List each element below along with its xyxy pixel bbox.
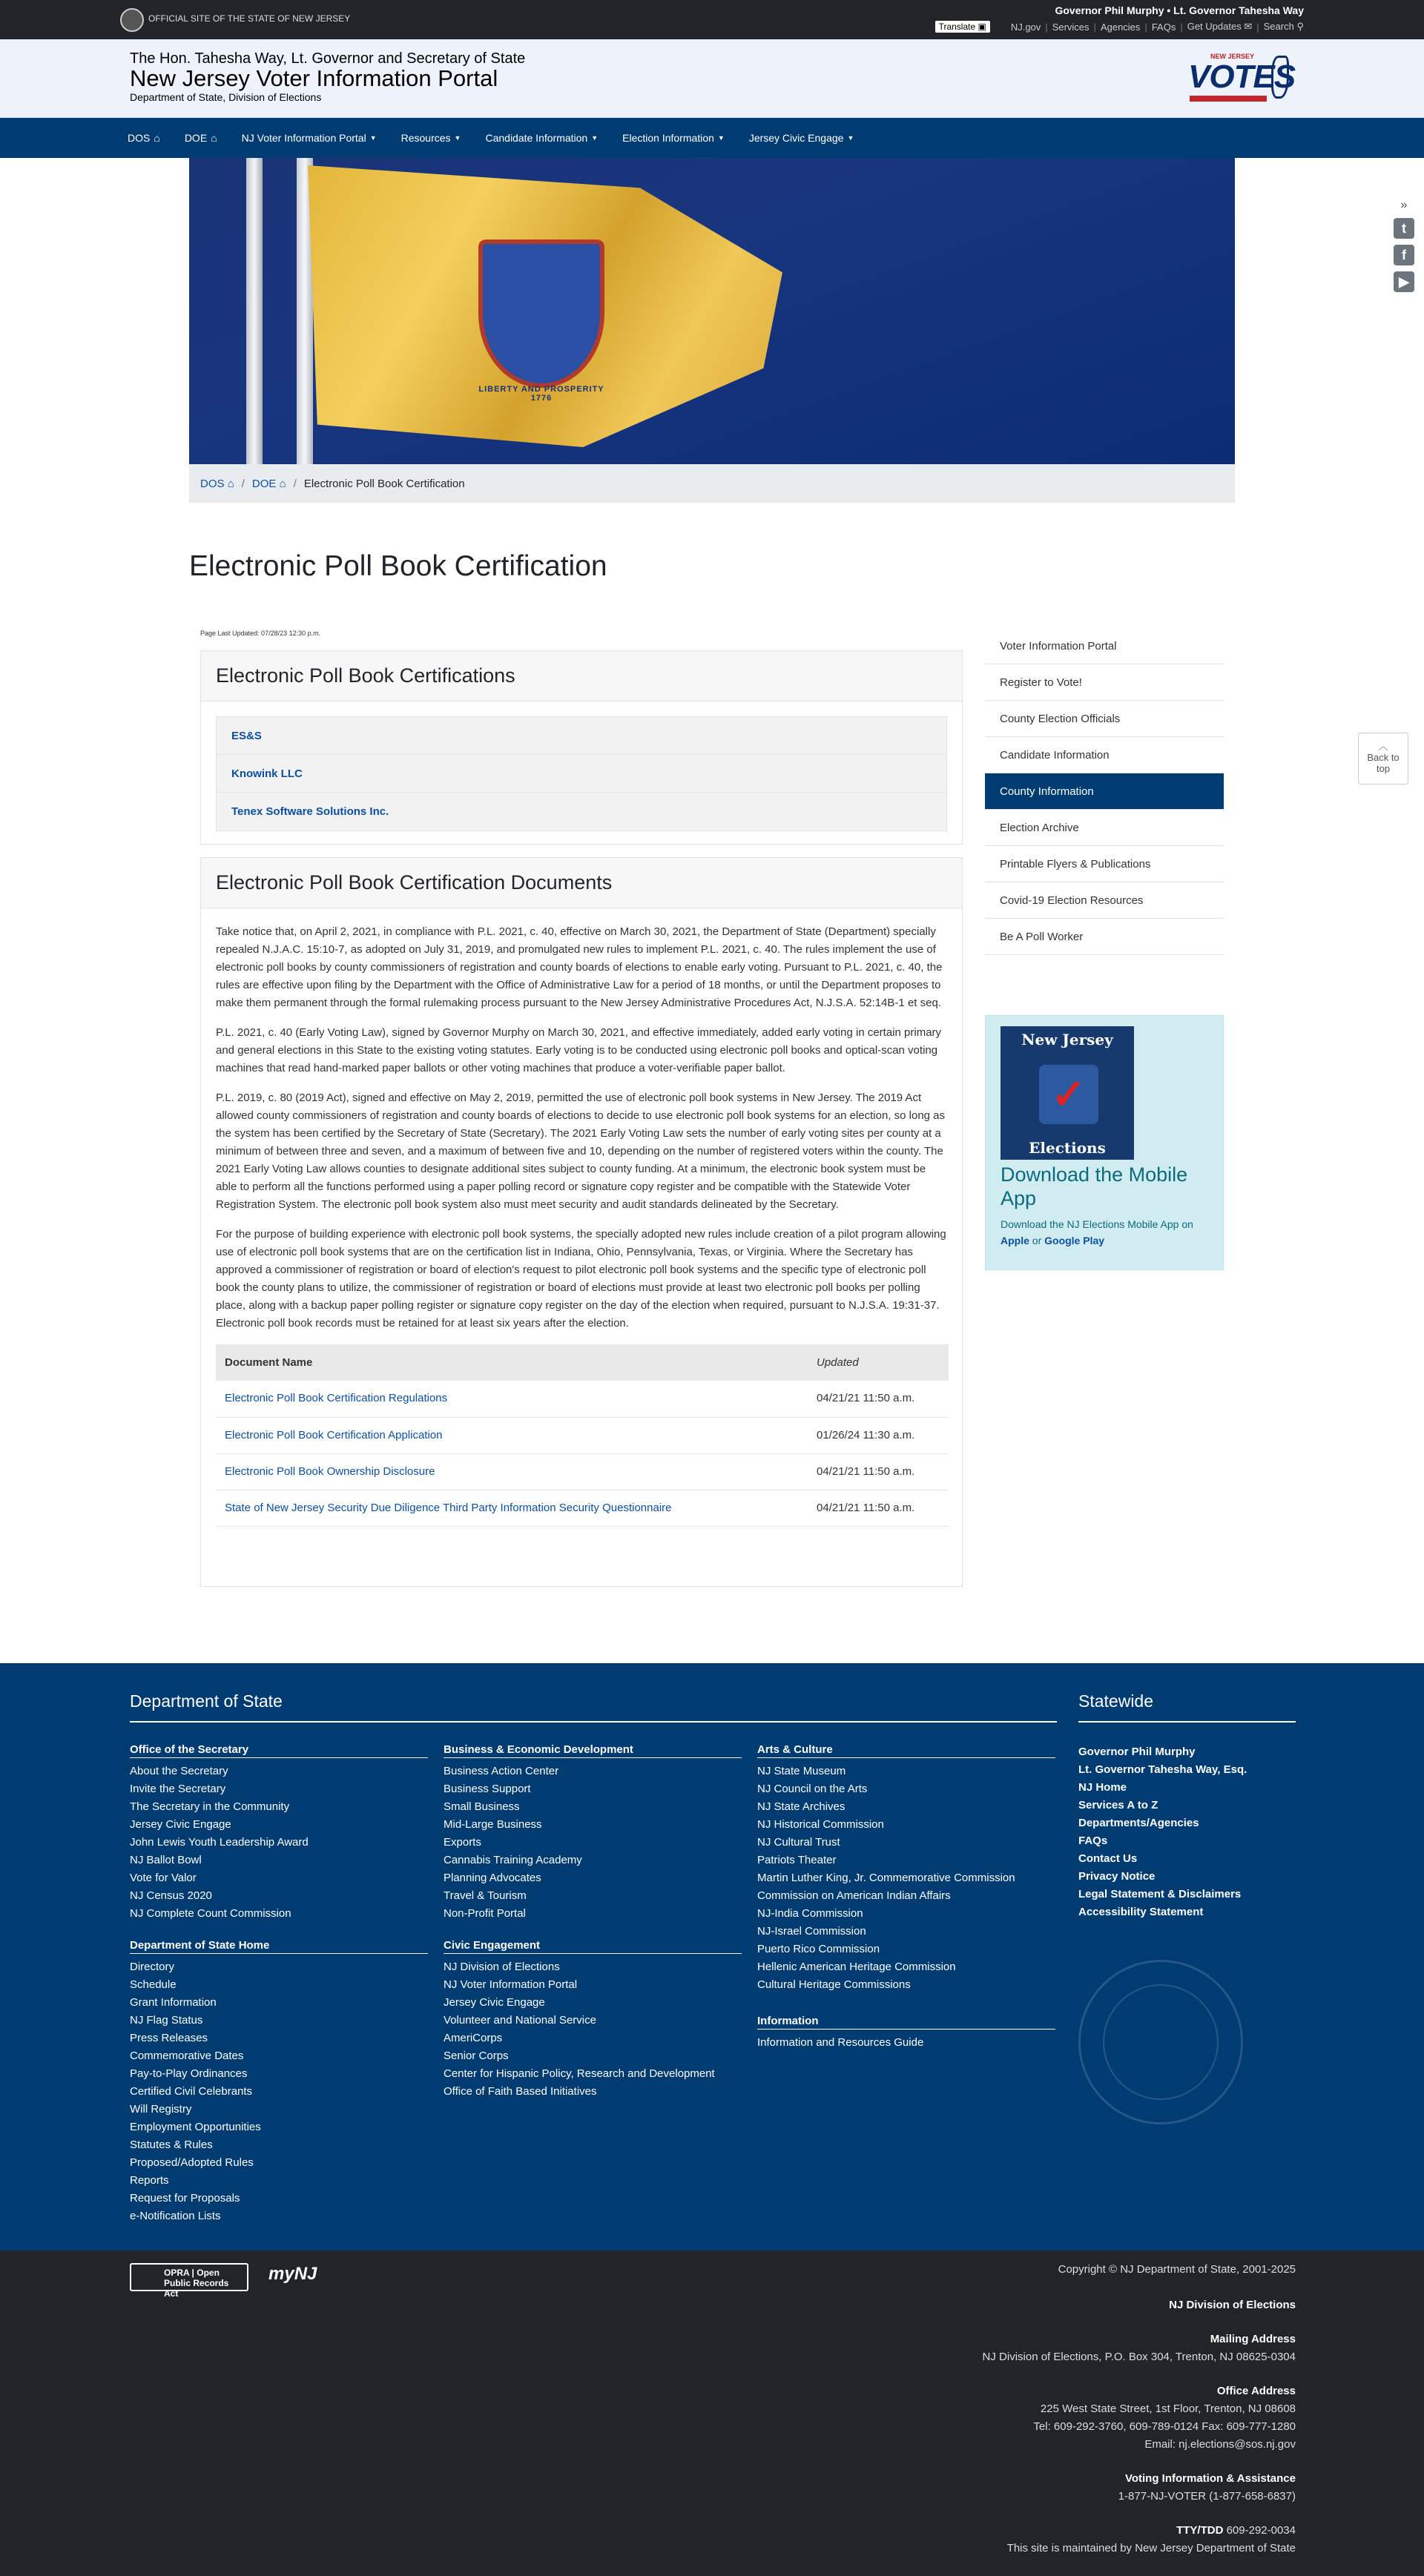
nj-votes-logo[interactable]: NEW JERSEY VOTES bbox=[1188, 48, 1290, 108]
footer-link[interactable]: Martin Luther King, Jr. Commemorative Commission bbox=[757, 1872, 1015, 1884]
footer-link[interactable]: John Lewis Youth Leadership Award bbox=[130, 1836, 309, 1849]
footer-link[interactable]: NJ Cultural Trust bbox=[757, 1836, 840, 1849]
nav-doe[interactable]: DOE ⌂ bbox=[184, 132, 217, 144]
document-link[interactable]: Electronic Poll Book Certification Regulations bbox=[225, 1392, 448, 1405]
page-updated: Page Last Updated: 07/28/23 12:30 p.m. bbox=[200, 630, 321, 637]
back-to-top-button[interactable]: ︿ Back to top bbox=[1358, 733, 1408, 785]
footer-link[interactable]: Business Action Center bbox=[444, 1765, 559, 1777]
footer-link[interactable]: Vote for Valor bbox=[130, 1872, 197, 1884]
sidebar-item-register[interactable]: Register to Vote! bbox=[985, 664, 1224, 701]
footer-links bbox=[130, 1958, 428, 2225]
sidebar-item-county-info[interactable]: County Information bbox=[985, 773, 1224, 810]
footer-link[interactable]: Schedule bbox=[130, 1978, 177, 1991]
office-label: Office Address bbox=[1216, 2385, 1296, 2397]
caret-down-icon: ▼ bbox=[847, 134, 854, 142]
home-icon: ⌂ bbox=[227, 477, 234, 490]
footer-link[interactable]: NJ Council on the Arts bbox=[757, 1783, 868, 1795]
caret-down-icon: ▼ bbox=[369, 134, 377, 142]
breadcrumb-current: Electronic Poll Book Certification bbox=[303, 477, 465, 490]
nav-civic-engage[interactable]: Jersey Civic Engage ▼ bbox=[748, 132, 854, 144]
footer-link[interactable]: Office of Faith Based Initiatives bbox=[444, 2085, 597, 2098]
home-icon: ⌂ bbox=[279, 477, 286, 490]
footer-link[interactable]: e-Notification Lists bbox=[130, 2210, 221, 2222]
sidebar-item-flyers[interactable]: Printable Flyers & Publications bbox=[985, 846, 1224, 882]
search-icon: ⚲ bbox=[1296, 21, 1304, 32]
footer-link[interactable]: NJ Voter Information Portal bbox=[444, 1978, 578, 1991]
main-nav bbox=[0, 118, 1424, 158]
twitter-icon[interactable]: t bbox=[1394, 218, 1414, 239]
footer-links bbox=[757, 1763, 1055, 1994]
header-portal-title[interactable]: New Jersey Voter Information Portal bbox=[130, 65, 498, 91]
mobile-app-desc: Download the NJ Elections Mobile App on Apple or Google Play bbox=[1001, 1218, 1193, 1246]
assistance-phone: 1-877-NJ-VOTER (1-877-658-6837) bbox=[1118, 2490, 1296, 2503]
notice-paragraph: P.L. 2019, c. 80 (2019 Act), signed and effective on May 2, 2019, permitted the use of electronic poll book systems in New Jersey. The 2019 Act allowed county commissioners of registration and county boards of elections to decide to use electronic poll book systems for an election, so long as the system has been certified by the Secretary of State (Secretary). The 2021 Early Voting Law sets the number of early voting sites per county at a minimum of between three and seven, and a maximum of between five and 10, depending on the number of registered voters within the county. The 2021 Early Voting Law allows counties to designate additional sites subject to county funding. At a minimum, the electronic book system must be able to perform all the functions performed using a paper polling record or signature copy register and be compatible with the Statewide Voter Registration System. The electronic poll book system also must meet security and audit standards delineated by the Secretary. bbox=[216, 1092, 946, 1211]
table-row bbox=[216, 1381, 949, 1417]
footer-link[interactable]: Directory bbox=[130, 1961, 175, 1973]
footer-link[interactable]: About the Secretary bbox=[130, 1765, 228, 1777]
sidebar-item-candidate-info[interactable]: Candidate Information bbox=[985, 737, 1224, 773]
caret-down-icon: ▼ bbox=[717, 134, 725, 142]
notice-paragraph: P.L. 2021, c. 40 (Early Voting Law), signed by Governor Murphy on March 30, 2021, and effective immediately, added early voting in certain primary and general elections in this State to the existing voting statutes. Early voting is to be conducted using electronic poll books and optical-scan voting machines that read hand-marked paper ballots or other voting machines that produce a voter-verifiable paper ballot. bbox=[216, 1026, 942, 1074]
footer-link[interactable]: Accessibility Statement bbox=[1078, 1906, 1204, 1918]
footer-link[interactable]: Small Business bbox=[444, 1800, 520, 1813]
bottom-bar bbox=[0, 2250, 1424, 2576]
footer-link[interactable]: Certified Civil Celebrants bbox=[130, 2085, 253, 2098]
nav-resources[interactable]: Resources ▼ bbox=[400, 132, 461, 144]
nav-election-info[interactable]: Election Information ▼ bbox=[622, 132, 725, 144]
mailing-label: Mailing Address bbox=[1210, 2333, 1296, 2345]
footer-link[interactable]: Jersey Civic Engage bbox=[130, 1818, 231, 1831]
top-link-agencies[interactable]: Agencies bbox=[1100, 21, 1141, 33]
sidebar-item-voter-portal[interactable]: Voter Information Portal bbox=[985, 628, 1224, 664]
flag-motto: LIBERTY AND PROSPERITY 1776 bbox=[478, 385, 604, 403]
footer-link[interactable]: The Secretary in the Community bbox=[130, 1800, 290, 1813]
footer-link[interactable]: Jersey Civic Engage bbox=[444, 1996, 545, 2009]
tty-number: 609-292-0034 bbox=[1226, 2524, 1296, 2537]
footer-links bbox=[444, 1763, 742, 1923]
coat-of-arms-icon bbox=[478, 240, 604, 388]
footer-links bbox=[444, 1958, 742, 2101]
division-name: NJ Division of Elections bbox=[1169, 2299, 1296, 2311]
sidebar-item-election-archive[interactable]: Election Archive bbox=[985, 810, 1224, 846]
footer bbox=[0, 1663, 1424, 2250]
governor-label: Governor Phil Murphy • Lt. Governor Tahesha Way bbox=[1055, 4, 1304, 16]
top-link-updates[interactable]: Get Updates ✉ bbox=[1187, 21, 1253, 32]
notice-paragraph: For the purpose of building experience with electronic poll book systems, the specially adopted new rules include creation of a pilot program allowing use of electronic poll book systems that are on the certification list in Indiana, Ohio, Pennsylvania, Texas, or Virginia. Where the Secretary has approved a commissioner of registration or board of election's request to pilot electronic poll book systems and the specific type of electronic poll book the county plans to utilize, the commissioner of registration or board of elections must provide at least two electronic poll books per polling place, along with a backup paper polling register or signature copy register on the day of the election when required, pursuant to N.J.S.A. 19:31-37. Electronic poll book records must be retained for at least six years after the election. bbox=[216, 1228, 946, 1330]
footer-statewide-title: Statewide bbox=[1078, 1691, 1154, 1711]
table-row bbox=[216, 1453, 949, 1490]
footer-link[interactable]: Volunteer and National Service bbox=[444, 2014, 596, 2027]
state-seal-icon bbox=[1078, 1960, 1243, 2124]
footer-link[interactable]: FAQs bbox=[1078, 1834, 1108, 1847]
documents-card bbox=[200, 857, 963, 1587]
nj-seal-icon bbox=[120, 8, 144, 32]
site-header bbox=[0, 39, 1424, 118]
mobile-app-promo bbox=[985, 1015, 1224, 1270]
footer-link[interactable]: Commission on American Indian Affairs bbox=[757, 1889, 951, 1902]
top-link-search[interactable]: Search ⚲ bbox=[1263, 21, 1304, 32]
footer-link[interactable]: Privacy Notice bbox=[1078, 1870, 1156, 1883]
certifications-title: Electronic Poll Book Certifications bbox=[201, 651, 962, 701]
home-icon: ⌂ bbox=[154, 132, 160, 144]
breadcrumb-doe[interactable]: DOE ⌂ bbox=[251, 477, 286, 490]
document-updated: 01/26/24 11:30 a.m. bbox=[808, 1417, 949, 1453]
footer-link[interactable]: Proposed/Adopted Rules bbox=[130, 2156, 254, 2169]
footer-link[interactable]: Exports bbox=[444, 1836, 481, 1849]
footer-link[interactable]: Request for Proposals bbox=[130, 2192, 240, 2205]
nj-state-outline-icon bbox=[1271, 56, 1289, 99]
footer-link[interactable]: Travel & Tourism bbox=[444, 1889, 527, 1902]
envelope-icon: ✉ bbox=[1244, 21, 1253, 32]
footer-link[interactable]: Departments/Agencies bbox=[1078, 1817, 1199, 1829]
footer-link[interactable]: Services A to Z bbox=[1078, 1799, 1158, 1812]
header-secretary: The Hon. Tahesha Way, Lt. Governor and Secretary of State bbox=[130, 50, 526, 67]
footer-link[interactable]: Grant Information bbox=[130, 1996, 217, 2009]
footer-link[interactable]: Cannabis Training Academy bbox=[444, 1854, 582, 1866]
caret-down-icon: ▼ bbox=[454, 134, 461, 142]
top-bar bbox=[0, 0, 1424, 39]
header-department: Department of State, Division of Elections bbox=[130, 91, 322, 103]
office-phone: Tel: 609-292-3760, 609-789-0124 Fax: 609-777-1280 bbox=[1033, 2420, 1296, 2433]
document-link[interactable]: Electronic Poll Book Certification Application bbox=[225, 1428, 443, 1441]
document-updated: 04/21/21 11:50 a.m. bbox=[808, 1381, 949, 1417]
footer-link[interactable]: NJ Home bbox=[1078, 1781, 1127, 1794]
nav-voter-portal[interactable]: NJ Voter Information Portal ▼ bbox=[241, 132, 377, 144]
footer-link[interactable]: Cultural Heritage Commissions bbox=[757, 1978, 911, 1991]
sidebar-nav bbox=[985, 628, 1224, 955]
footer-col-information: Information Information and Resources Guide bbox=[757, 2015, 1055, 2052]
office-email[interactable]: Email: nj.elections@sos.nj.gov bbox=[1144, 2438, 1296, 2451]
nav-candidate-info[interactable]: Candidate Information ▼ bbox=[485, 132, 599, 144]
footer-link[interactable]: Reports bbox=[130, 2174, 169, 2187]
footer-link[interactable]: Will Registry bbox=[130, 2103, 192, 2116]
footer-link[interactable]: Commemorative Dates bbox=[130, 2050, 244, 2062]
nav-dos[interactable]: DOS ⌂ bbox=[128, 132, 160, 144]
footer-link[interactable]: NJ-Israel Commission bbox=[757, 1925, 866, 1938]
footer-link[interactable]: Information and Resources Guide bbox=[757, 2036, 924, 2049]
footer-link[interactable]: Planning Advocates bbox=[444, 1872, 541, 1884]
footer-link[interactable]: AmeriCorps bbox=[444, 2032, 503, 2044]
elections-app-image[interactable]: New Jersey ✓ Elections bbox=[1001, 1026, 1134, 1160]
documents-title: Electronic Poll Book Certification Documents bbox=[201, 858, 962, 908]
footer-link[interactable]: Employment Opportunities bbox=[130, 2121, 261, 2133]
vendor-item[interactable]: Knowink LLC bbox=[217, 755, 946, 793]
footer-link[interactable]: Invite the Secretary bbox=[130, 1783, 226, 1795]
checkmark-icon: ✓ bbox=[1039, 1065, 1098, 1124]
apple-store-link[interactable]: Apple bbox=[1001, 1235, 1029, 1246]
footer-link[interactable]: Business Support bbox=[444, 1783, 531, 1795]
caret-down-icon: ▼ bbox=[591, 134, 599, 142]
footer-link[interactable]: NJ Census 2020 bbox=[130, 1889, 212, 1902]
facebook-icon[interactable]: f bbox=[1394, 245, 1414, 265]
home-icon: ⌂ bbox=[211, 132, 217, 144]
official-site-label: OFFICIAL SITE OF THE STATE OF NEW JERSEY bbox=[148, 13, 351, 24]
footer-col-dos-home: Department of State Home Directory Schedule Grant Information NJ Flag Status Press Releases Commemorative Dates Pay-to-Play Ordinances Certified Civil Celebrants Will Registry Employment Opportunities Statutes & Rules Proposed/Adopted Rules Reports Request for Proposals e-Notification Lists bbox=[130, 1939, 428, 2225]
footer-link[interactable]: Senior Corps bbox=[444, 2050, 509, 2062]
top-link-services[interactable]: Services bbox=[1052, 21, 1090, 33]
breadcrumb-dos[interactable]: DOS ⌂ bbox=[200, 477, 234, 490]
footer-col-business: Business & Economic Development Business Action Center Business Support Small Business Mid-Large Business Exports Cannabis Training Academy Planning Advocates Travel & Tourism Non-Profit Portal bbox=[444, 1743, 742, 1923]
opra-logo[interactable]: OPRA | Open Public Records Act bbox=[130, 2263, 248, 2291]
footer-link[interactable]: Press Releases bbox=[130, 2032, 208, 2044]
footer-link[interactable]: NJ Ballot Bowl bbox=[130, 1854, 202, 1866]
vendor-item[interactable]: ES&S bbox=[217, 717, 946, 755]
top-links: Translate ▣ NJ.gov | Services | Agencies | FAQs | Get Updates ✉ | Search ⚲ bbox=[935, 21, 1304, 33]
assistance-label: Voting Information & Assistance bbox=[1124, 2472, 1296, 2485]
sidebar-item-poll-worker[interactable]: Be A Poll Worker bbox=[985, 919, 1224, 955]
document-updated: 04/21/21 11:50 a.m. bbox=[808, 1453, 949, 1490]
footer-link[interactable]: NJ State Archives bbox=[757, 1800, 846, 1813]
footer-col-civic: Civic Engagement NJ Division of Elections NJ Voter Information Portal Jersey Civic Engage Volunteer and National Service AmeriCorps Senior Corps Center for Hispanic Policy, Research and Development Office of Faith Based Initiatives bbox=[444, 1939, 742, 2101]
page-title: Electronic Poll Book Certification bbox=[189, 550, 607, 582]
sidebar-item-covid[interactable]: Covid-19 Election Resources bbox=[985, 882, 1224, 919]
footer-link[interactable]: Non-Profit Portal bbox=[444, 1907, 526, 1920]
vendor-item[interactable]: Tenex Software Solutions Inc. bbox=[217, 793, 946, 830]
chevron-up-icon: ︿ bbox=[1378, 741, 1388, 752]
column-document-name: Document Name bbox=[216, 1344, 808, 1381]
collapse-arrow-icon[interactable]: » bbox=[1400, 199, 1408, 211]
footer-link[interactable]: NJ Division of Elections bbox=[444, 1961, 560, 1973]
document-link[interactable]: State of New Jersey Security Due Diligence Third Party Information Security Questionnaire bbox=[225, 1501, 672, 1514]
top-link-faqs[interactable]: FAQs bbox=[1151, 21, 1176, 33]
document-link[interactable]: Electronic Poll Book Ownership Disclosure bbox=[225, 1464, 435, 1478]
table-row bbox=[216, 1490, 949, 1526]
footer-link[interactable]: Governor Phil Murphy bbox=[1078, 1746, 1196, 1758]
google-play-link[interactable]: Google Play bbox=[1044, 1235, 1105, 1246]
footer-link[interactable]: NJ Historical Commission bbox=[757, 1818, 884, 1831]
document-updated: 04/21/21 11:50 a.m. bbox=[808, 1490, 949, 1526]
footer-link[interactable]: Lt. Governor Tahesha Way, Esq. bbox=[1078, 1763, 1247, 1776]
youtube-icon[interactable]: ▶ bbox=[1394, 271, 1414, 292]
footer-link[interactable]: NJ Flag Status bbox=[130, 2014, 203, 2027]
footer-links bbox=[757, 2034, 1055, 2052]
copyright: Copyright © NJ Department of State, 2001-2025 bbox=[1058, 2263, 1296, 2276]
footer-link[interactable]: Legal Statement & Disclaimers bbox=[1078, 1888, 1242, 1900]
footer-link[interactable]: Contact Us bbox=[1078, 1852, 1138, 1865]
footer-link[interactable]: Hellenic American Heritage Commission bbox=[757, 1961, 956, 1973]
notice-paragraph: Take notice that, on April 2, 2021, in compliance with P.L. 2021, c. 40, effective on March 30, 2021, the Department of State (Department) specially repealed N.J.A.C. 15:10-7, as adopted on July 31, 2019, and promulgated new rules to implement P.L. 2021, c. 40. The rules implement the use of electronic poll books by county commissioners of registration and county boards of elections to enable early voting. Pursuant to P.L. 2021, c. 40, the rules are effective upon filing by the Department with the Office of Administrative Law for a period of 18 months, or until the Department proposes to make them permanent through the formal rulemaking process pursuant to the New Jersey Administrative Procedures Act, N.J.S.A. 52:14B-1 et seq. bbox=[216, 925, 943, 1009]
certifications-card bbox=[200, 650, 963, 845]
footer-link[interactable]: NJ State Museum bbox=[757, 1765, 846, 1777]
mailing-address: NJ Division of Elections, P.O. Box 304, Trenton, NJ 08625-0304 bbox=[982, 2351, 1296, 2363]
footer-link[interactable]: Patriots Theater bbox=[757, 1854, 837, 1866]
column-updated: Updated bbox=[808, 1344, 949, 1381]
footer-col-arts: Arts & Culture NJ State Museum NJ Council on the Arts NJ State Archives NJ Historical Commission NJ Cultural Trust Patriots Theater Martin Luther King, Jr. Commemorative Commission Commission on American Indian Affairs NJ-India Commission NJ-Israel Commission Puerto Rico Commission Hellenic American Heritage Commission Cultural Heritage Commissions bbox=[757, 1743, 1055, 1994]
footer-statewide-links bbox=[1078, 1743, 1247, 1921]
footer-dept-title: Department of State bbox=[130, 1691, 283, 1711]
documents-table bbox=[216, 1344, 949, 1527]
translate-button[interactable]: Translate ▣ bbox=[935, 21, 990, 33]
footer-link[interactable]: Center for Hispanic Policy, Research and Development bbox=[444, 2067, 715, 2080]
footer-link[interactable]: Pay-to-Play Ordinances bbox=[130, 2067, 248, 2080]
footer-link[interactable]: Mid-Large Business bbox=[444, 1818, 542, 1831]
footer-link[interactable]: Puerto Rico Commission bbox=[757, 1943, 880, 1955]
footer-link[interactable]: Statutes & Rules bbox=[130, 2139, 213, 2151]
footer-link[interactable]: NJ Complete Count Commission bbox=[130, 1907, 291, 1920]
footer-col-secretary: Office of the Secretary About the Secretary Invite the Secretary The Secretary in the Community Jersey Civic Engage John Lewis Youth Leadership Award NJ Ballot Bowl Vote for Valor NJ Census 2020 NJ Complete Count Commission bbox=[130, 1743, 428, 1923]
tty-label: TTY/TDD bbox=[1176, 2524, 1224, 2537]
mobile-app-heading: Download the Mobile App bbox=[1001, 1163, 1188, 1209]
table-row bbox=[216, 1417, 949, 1453]
top-link-njgov[interactable]: NJ.gov bbox=[1010, 21, 1041, 33]
vendor-list bbox=[216, 716, 947, 831]
hero-flag-image bbox=[189, 158, 1235, 464]
footer-links bbox=[130, 1763, 428, 1923]
footer-link[interactable]: NJ-India Commission bbox=[757, 1907, 863, 1920]
mynj-logo[interactable]: myNJ bbox=[268, 2264, 317, 2284]
breadcrumb: DOS ⌂ / DOE ⌂ / Electronic Poll Book Certification bbox=[189, 464, 1235, 503]
social-float bbox=[1391, 199, 1417, 298]
maintained-by: This site is maintained by New Jersey Department of State bbox=[1006, 2542, 1296, 2554]
office-address: 225 West State Street, 1st Floor, Trenton, NJ 08608 bbox=[1040, 2402, 1296, 2415]
sidebar-item-county-officials[interactable]: County Election Officials bbox=[985, 701, 1224, 737]
